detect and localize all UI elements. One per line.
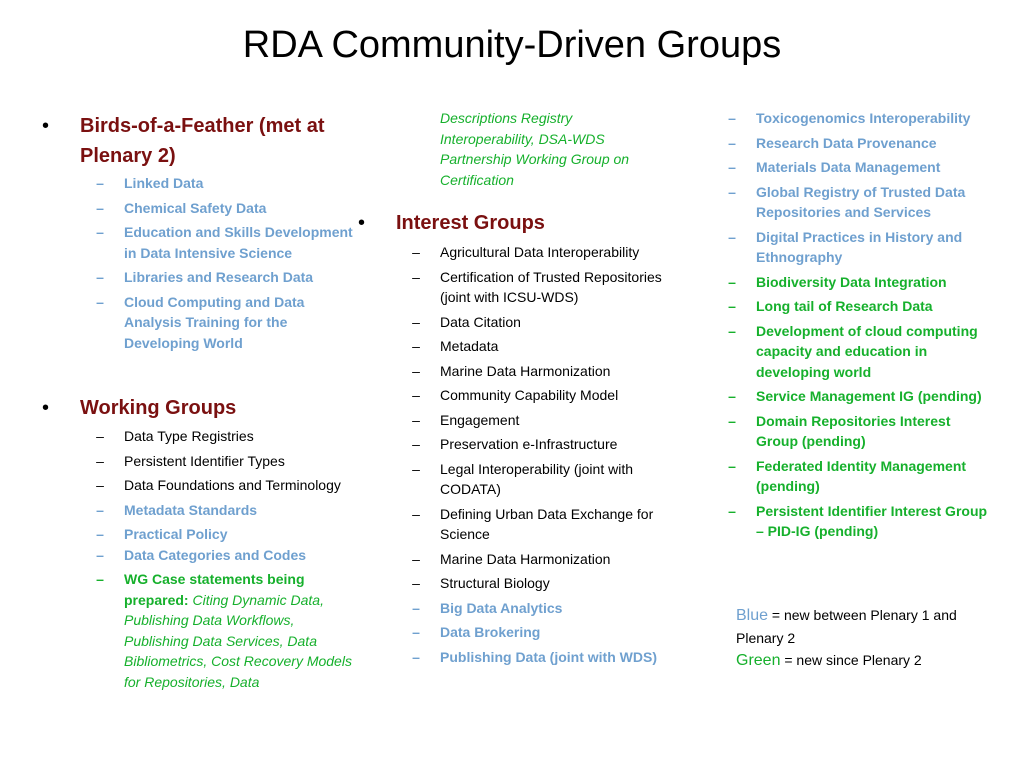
dash-icon: – bbox=[412, 436, 420, 452]
list-item-text: Preservation e-Infrastructure bbox=[440, 436, 618, 452]
list-item-text: Data Categories and Codes bbox=[124, 546, 307, 563]
list-item-text: Data Type Registries bbox=[124, 428, 254, 444]
wg-heading bbox=[42, 393, 370, 423]
dash-icon: – bbox=[728, 322, 736, 339]
list-item bbox=[728, 272, 990, 293]
list-item-text: Domain Repositories Interest Group (pending) bbox=[756, 412, 951, 449]
list-item-text: Certification of Trusted Repositories (joint with ICSU-WDS) bbox=[440, 268, 662, 305]
dash-icon: – bbox=[96, 546, 104, 563]
list-item bbox=[412, 459, 672, 500]
list-item bbox=[412, 336, 672, 357]
dash-icon: – bbox=[728, 412, 736, 429]
dash-icon: – bbox=[96, 477, 104, 493]
bullet-icon: • bbox=[42, 115, 50, 137]
ig-list bbox=[412, 242, 672, 671]
list-item bbox=[412, 242, 672, 263]
list-item-text: Digital Practices in History and Ethnography bbox=[756, 228, 963, 265]
list-item bbox=[728, 157, 990, 178]
dash-icon: – bbox=[728, 502, 736, 519]
dash-icon: – bbox=[412, 362, 420, 379]
list-item-text: Research Data Provenance bbox=[756, 134, 937, 151]
list-item-text: Data Foundations and Terminology bbox=[124, 477, 341, 493]
dash-icon: – bbox=[412, 505, 420, 522]
legend-blue-word: Blue bbox=[736, 607, 769, 624]
list-item bbox=[728, 386, 990, 407]
slide-title: RDA Community-Driven Groups bbox=[242, 24, 782, 66]
list-item bbox=[96, 475, 356, 496]
dash-icon: – bbox=[412, 244, 420, 260]
list-item-text: Libraries and Research Data bbox=[124, 269, 314, 285]
dash-icon: – bbox=[728, 159, 736, 175]
list-item bbox=[412, 647, 672, 668]
list-item bbox=[412, 410, 672, 431]
dash-icon: – bbox=[412, 268, 420, 285]
dash-icon: – bbox=[96, 293, 104, 310]
list-item bbox=[728, 227, 990, 268]
dash-icon: – bbox=[96, 501, 104, 518]
list-item-text: Defining Urban Data Exchange for Science bbox=[440, 505, 654, 542]
dash-icon: – bbox=[96, 526, 104, 542]
list-item bbox=[96, 451, 356, 472]
list-item bbox=[412, 573, 672, 594]
legend-blue bbox=[736, 604, 996, 649]
dash-icon: – bbox=[96, 175, 104, 191]
list-item bbox=[728, 321, 990, 383]
list-item bbox=[412, 385, 672, 406]
dash-icon: – bbox=[728, 457, 736, 474]
dash-icon: – bbox=[96, 269, 104, 285]
list-item-text: Marine Data Harmonization bbox=[440, 550, 611, 567]
dash-icon: – bbox=[412, 599, 420, 616]
dash-icon: – bbox=[728, 228, 736, 245]
list-item-text: Big Data Analytics bbox=[440, 599, 563, 616]
list-item bbox=[96, 222, 354, 263]
wg-case-continued: Descriptions Registry Interoperability, DSA-WDS Partnership Working Group on Certification bbox=[440, 110, 630, 188]
list-item bbox=[96, 198, 354, 219]
list-item bbox=[412, 598, 672, 619]
list-item-text: Metadata bbox=[440, 338, 499, 354]
list-item-text: Global Registry of Trusted Data Repositories and Services bbox=[756, 183, 966, 220]
legend-green-text: = new since Plenary 2 bbox=[780, 652, 922, 668]
list-item bbox=[728, 296, 990, 317]
dash-icon: – bbox=[412, 575, 420, 591]
list-item-text: Persistent Identifier Types bbox=[124, 452, 285, 469]
dash-icon: – bbox=[728, 183, 736, 200]
list-item-text: Development of cloud computing capacity and education in developing world bbox=[756, 322, 978, 380]
dash-icon: – bbox=[96, 224, 104, 240]
list-item bbox=[96, 545, 356, 566]
dash-icon: – bbox=[728, 134, 736, 151]
wg-list bbox=[96, 426, 356, 696]
bof-heading bbox=[42, 111, 370, 171]
list-item bbox=[728, 456, 990, 497]
list-item bbox=[728, 501, 990, 542]
list-item-text: Long tail of Research Data bbox=[756, 298, 933, 314]
list-item bbox=[96, 500, 356, 521]
bullet-icon: • bbox=[42, 397, 50, 419]
wg-case-statements bbox=[96, 569, 356, 692]
wg-heading-text: Working Groups bbox=[80, 397, 237, 419]
ig-heading-text: Interest Groups bbox=[396, 212, 545, 234]
list-item bbox=[96, 292, 354, 354]
dash-icon: – bbox=[728, 110, 736, 126]
list-item bbox=[412, 549, 672, 570]
list-item bbox=[728, 182, 990, 223]
dash-icon: – bbox=[412, 460, 420, 477]
list-item-text: Data Brokering bbox=[440, 624, 541, 640]
ig-list-continued bbox=[728, 108, 990, 546]
list-item-text: Metadata Standards bbox=[124, 501, 258, 518]
list-item bbox=[96, 267, 354, 288]
list-item-text: Toxicogenomics Interoperability bbox=[756, 110, 971, 126]
dash-icon: – bbox=[412, 411, 420, 428]
list-item-text: Legal Interoperability (joint with CODATA) bbox=[440, 460, 633, 497]
list-item bbox=[728, 411, 990, 452]
list-item bbox=[412, 434, 672, 455]
list-item-text: Data Citation bbox=[440, 313, 521, 330]
list-item bbox=[96, 173, 354, 194]
list-item-text: Service Management IG (pending) bbox=[756, 388, 982, 404]
list-item-text: Marine Data Harmonization bbox=[440, 362, 611, 379]
dash-icon: – bbox=[412, 648, 420, 665]
list-item bbox=[412, 267, 672, 308]
dash-icon: – bbox=[412, 338, 420, 354]
list-item-text: Cloud Computing and Data Analysis Training for the Developing World bbox=[124, 293, 305, 351]
list-item-text: Publishing Data (joint with WDS) bbox=[440, 648, 657, 665]
dash-icon: – bbox=[412, 624, 420, 640]
bof-list bbox=[96, 173, 354, 357]
list-item bbox=[412, 361, 672, 382]
list-item-text: Federated Identity Management (pending) bbox=[756, 457, 967, 494]
list-item-text: Biodiversity Data Integration bbox=[756, 273, 947, 290]
list-item bbox=[728, 133, 990, 154]
list-item bbox=[412, 312, 672, 333]
dash-icon: – bbox=[96, 428, 104, 444]
list-item-text: Education and Skills Development in Data Intensive Science bbox=[124, 224, 353, 261]
bof-heading-text: Birds-of-a-Feather (met at Plenary 2) bbox=[80, 115, 325, 167]
dash-icon: – bbox=[412, 387, 420, 403]
bullet-icon: • bbox=[358, 212, 366, 234]
legend-green-word: Green bbox=[736, 652, 781, 669]
dash-icon: – bbox=[96, 571, 104, 587]
dash-icon: – bbox=[412, 550, 420, 567]
wg-case-prefix: WG Case statements being prepared: bbox=[124, 571, 305, 608]
ig-heading bbox=[358, 208, 656, 238]
list-item bbox=[96, 524, 356, 545]
list-item-text: Linked Data bbox=[124, 175, 204, 191]
list-item-text: Community Capability Model bbox=[440, 387, 619, 403]
color-legend bbox=[736, 604, 996, 672]
dash-icon: – bbox=[96, 452, 104, 469]
list-item-text: Structural Biology bbox=[440, 575, 550, 591]
dash-icon: – bbox=[728, 298, 736, 314]
list-item bbox=[412, 504, 672, 545]
list-item bbox=[728, 108, 990, 129]
legend-green bbox=[736, 649, 996, 672]
list-item-text: Engagement bbox=[440, 411, 520, 428]
list-item-text: Materials Data Management bbox=[756, 159, 941, 175]
list-item-text: Practical Policy bbox=[124, 526, 228, 542]
wg-case-text: Citing Dynamic Data, Publishing Data Workflows, Publishing Data Services, Data Bibliometrics, Cost Recovery Models for Repositories, Data bbox=[124, 591, 352, 690]
list-item bbox=[96, 426, 356, 447]
legend-blue-text: = new between Plenary 1 and Plenary 2 bbox=[736, 607, 957, 646]
dash-icon: – bbox=[96, 199, 104, 216]
dash-icon: – bbox=[412, 313, 420, 330]
list-item-text: Agricultural Data Interoperability bbox=[440, 244, 640, 260]
list-item bbox=[412, 622, 672, 643]
dash-icon: – bbox=[728, 388, 736, 404]
list-item-text: Persistent Identifier Interest Group – PID-IG (pending) bbox=[756, 502, 988, 539]
list-item-text: Chemical Safety Data bbox=[124, 199, 267, 216]
dash-icon: – bbox=[728, 273, 736, 290]
